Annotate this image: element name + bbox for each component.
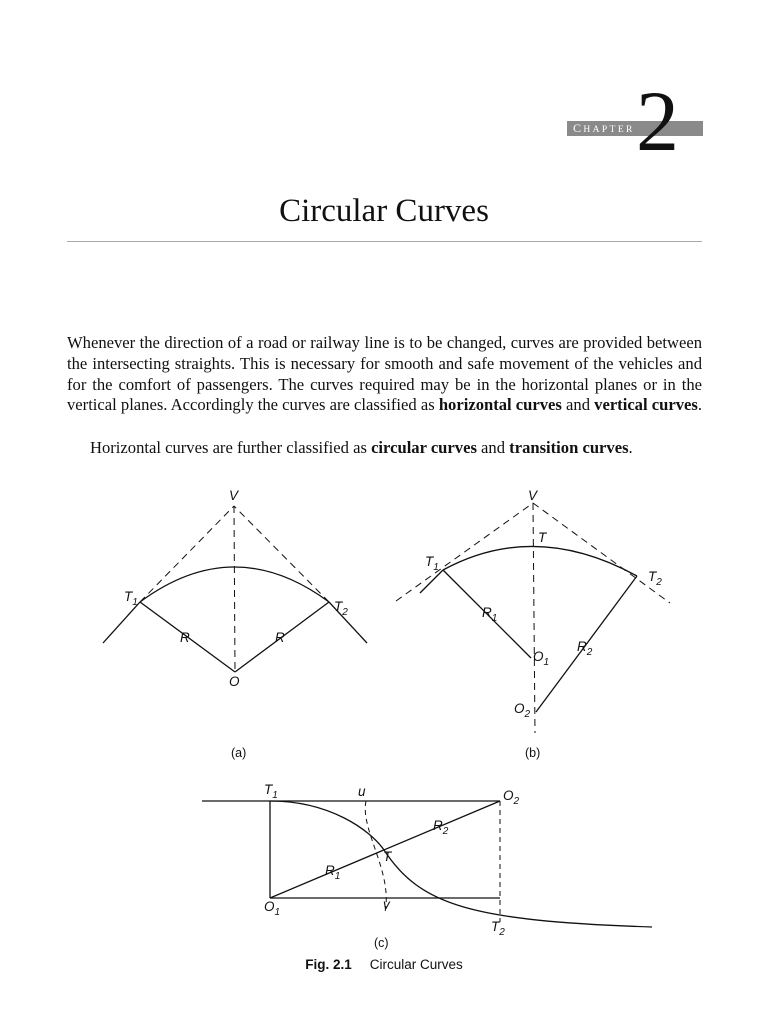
chapter-title: Circular Curves	[279, 193, 489, 229]
label-b-V: V	[528, 488, 538, 503]
diagram-b	[396, 503, 670, 733]
label-c-T1: $T_1$	[264, 782, 278, 801]
label-b-T1: $T_1$	[425, 554, 439, 573]
label-a-T2: $T_2$	[334, 599, 348, 618]
chapter-number: 2	[636, 73, 679, 169]
figure-2-1	[0, 480, 768, 956]
intro-paragraph: Whenever the direction of a road or railway line is to be changed, curves are provided between the intersecting straights. This is necessary for smooth and safe movement of the vehicles and for the comfort of passengers. The curves required may be in the horizontal planes or in the vertical planes. Accordingly the curves are classified as horizontal curves and vertical curves.	[67, 333, 702, 415]
label-b-R2: $R_2$	[577, 639, 593, 658]
classification-paragraph: Horizontal curves are further classified as circular curves and transition curves.	[90, 438, 633, 457]
label-a-T1: $T_1$	[124, 589, 138, 608]
label-c-T2: $T_2$	[491, 919, 505, 938]
label-c-T: T	[383, 849, 392, 864]
title-rule	[67, 241, 702, 242]
label-b-T: T	[538, 530, 547, 545]
figure-caption	[0, 957, 768, 972]
label-c-v: v	[383, 897, 390, 912]
label-a-V: V	[229, 488, 239, 503]
diagram-a	[103, 506, 367, 672]
subfigure-a-label: (a)	[231, 746, 247, 760]
label-b-O1: $O_1$	[533, 649, 550, 668]
label-c-u: u	[358, 784, 366, 799]
label-a-R-left: R	[180, 630, 190, 645]
label-b-R1: $R_1$	[482, 605, 498, 624]
subfigure-b-label: (b)	[525, 746, 541, 760]
label-b-T2: $T_2$	[648, 569, 662, 588]
label-c-O2: $O_2$	[503, 788, 520, 807]
label-c-O1: $O_1$	[264, 899, 281, 918]
label-a-O: O	[229, 674, 240, 689]
label-c-R2: $R_2$	[433, 818, 449, 837]
label-b-O2: $O_2$	[514, 701, 531, 720]
chapter-label: CHAPTER	[573, 121, 635, 135]
subfigure-c-label: (c)	[374, 936, 389, 950]
label-c-R1: $R_1$	[325, 863, 341, 882]
caption-number: Fig. 2.1	[305, 957, 352, 972]
caption-text: Circular Curves	[369, 957, 463, 972]
label-a-R-right: R	[275, 630, 285, 645]
